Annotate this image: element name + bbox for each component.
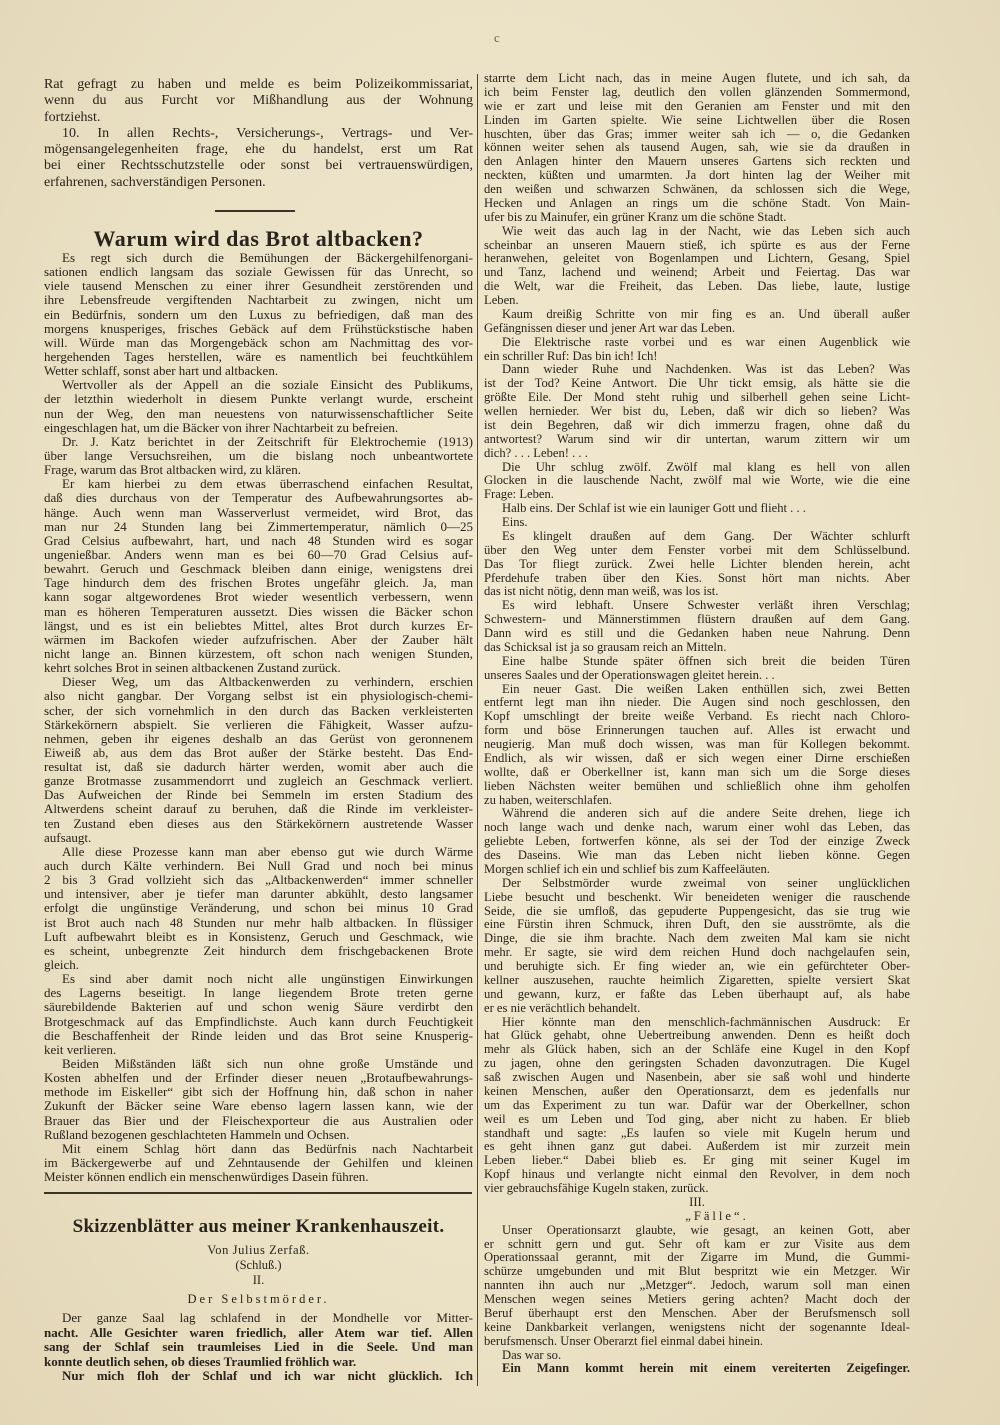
text-line: das Schicksal ist ja so grausam reich an Mitteln. — [484, 640, 727, 654]
text-line: also nicht gangbar. Der Vorgang selbst ist ein physiologisch-chemi- — [44, 689, 473, 704]
text-line: Rat gefragt zu haben und melde es beim Polizeikommissariat, — [44, 77, 473, 92]
paragraph — [484, 1349, 910, 1363]
text-line: viele tausend Menschen zu einer ihrer Gesundheit zerstörenden und — [44, 279, 473, 294]
text-line: antwortest? Warum sind wir dir untertan, warum zittern wir um — [484, 432, 910, 446]
part-title: Der Selbstmörder. — [187, 1292, 330, 1306]
text-line: Tage hindurch dem des frischen Brotes ungefähr gleich. Ja, man — [44, 576, 473, 591]
article-body — [44, 251, 473, 1184]
paragraph — [44, 972, 473, 1057]
text-line: mehr als Glück haben, sich an der Schläfe eine Kugel in den Kopf — [484, 1043, 910, 1057]
text-line: Dann wieder Ruhe und Nachdenken. Was ist das Leben? Was — [502, 363, 910, 377]
text-line: Zukunft der Bäcker seine Ware ebenso lagern lassen kann, wie der — [44, 1099, 473, 1114]
text-line: ufer bis zu Mainufer, ein grüner Kranz um die schöne Stadt. — [484, 210, 787, 224]
text-line: Er kam hierbei zu dem etwas überraschend einfachen Resultat, — [62, 477, 473, 492]
paragraph — [484, 308, 910, 336]
section-heading: III. — [689, 1195, 705, 1209]
text-line: standhaft und sagte: „Es laufen so viele mit Kugeln herum und — [484, 1126, 910, 1140]
text-line: Während die anderen sich auf die andere Seite drehen, liege ich — [502, 807, 910, 821]
text-line: Es klingelt draußen auf dem Gang. Der Wächter schlurft — [502, 529, 910, 543]
paragraph — [484, 502, 910, 516]
series-note: (Schluß.) — [235, 1258, 282, 1272]
text-line: Der Selbstmörder wurde zweimal von seiner unglücklichen — [502, 876, 910, 890]
text-line: bei einer Rechtsschutzstelle oder sonst bei vertrauenswürdigen, — [44, 158, 473, 174]
text-line: Meister können endlich ein menschenwürdiges Dasein führen. — [44, 1170, 369, 1185]
text-line: lieben Nächsten weiter bemühen und schließlich ohne ihm geholfen — [484, 779, 910, 793]
paragraph — [484, 336, 910, 364]
text-line: eingeschlagen hat, um die Bäcker von ihrer Nachtarbeit zu befreien. — [44, 420, 399, 435]
paragraph — [44, 675, 473, 845]
text-line: fortziehst. — [44, 109, 101, 125]
paragraph — [484, 807, 910, 876]
text-line: man es höheren Temperaturen aussetzt. Dies wissen die Bäcker schon — [44, 604, 473, 619]
text-line: Ein Mann kommt herein mit einem vereiterten Zeigefinger. — [502, 1362, 910, 1376]
text-line: wenn du aus Furcht vor Mißhandlung aus der Wohnung — [44, 93, 473, 109]
text-line: Grad Celsius aufbewahrt, hart, und nach 48 Stunden wird es sogar — [44, 533, 473, 548]
section-rule — [215, 210, 295, 212]
paragraph — [484, 461, 910, 503]
paragraph — [484, 683, 910, 808]
part-number: II. — [252, 1273, 265, 1287]
text-line: größte Eile. Der Mond steht ruhig und silberhell gehen seine Licht- — [484, 391, 910, 405]
text-line: Morgen schlief ich ein und schlief bis zum Kaffeeläuten. — [484, 862, 770, 876]
text-line: Beiden Mißständen läßt sich nun ohne große Umstände und — [62, 1057, 473, 1072]
text-line: des Lagerns beseitigt. In lange liegendem Brote treten gerne — [44, 986, 473, 1001]
paragraph — [484, 72, 910, 225]
text-line: Schwestern- und Männerstimmen flüstern draußen auf dem Gang. — [484, 613, 910, 627]
text-line: Kopf umschlingt der breite weiße Verband. Es riecht nach Chloro- — [484, 710, 910, 724]
paragraph — [484, 655, 910, 683]
text-line: im Bäckergewerbe auf und Zehntausende der Gehilfen und kleinen — [44, 1156, 473, 1170]
paragraph — [44, 251, 473, 378]
text-line: ist dein Begehren, daß wir dich immerzu fragen, ohne daß du — [484, 418, 910, 432]
paragraph — [44, 378, 473, 435]
text-line: nannten ihn auch nur „Metzger“. Jedoch, warum soll man einen — [484, 1279, 910, 1293]
text-line: Endlich, als wir wissen, daß er sich wegen einer Dirne erschießen — [484, 751, 910, 765]
text-line: Stärkekörnern abspielt. Sie verlieren die Fähigkeit, Wasser aufzu- — [44, 717, 473, 732]
text-line: Brauer das Bier und der Fleischexporteur die aus Australien oder — [44, 1113, 473, 1128]
text-line: keine Dankbarkeit verlangen, wenigstens nicht der sogenannte Ideal- — [484, 1320, 910, 1334]
text-line: mögensangelegenheiten frage, ehe du handelst, erst um Rat — [44, 142, 473, 158]
text-line: Dieser Weg, um das Altbackenwerden zu verhindern, erschien — [62, 675, 473, 690]
text-line: um das Experiment zu tun war. Dafür war der Oberkellner, schon — [484, 1098, 910, 1112]
text-line: Beruf überhaupt erst den Menschen. Aber der Berufsmensch soll — [484, 1306, 910, 1320]
text-line: Es wird lebhaft. Unsere Schwester verläßt ihren Verschlag; — [502, 599, 910, 613]
paragraph — [44, 1142, 473, 1184]
text-line: Dann wird es still und die Gedanken haben neue Nahrung. Denn — [484, 627, 910, 640]
text-line: ten Zustand eben dieses aus den Stärkekörnern austretende Wasser — [44, 816, 473, 831]
text-line: weil es um Leben und Tod ging, aber nicht zu haben. Er blieb — [484, 1112, 910, 1126]
text-line: form und böse Erinnerungen tauchen auf. Alles ist erwacht und — [484, 724, 910, 738]
text-line: Kosten abhelfen und der Erfinder dieser neuen „Brotaufbewahrungs- — [44, 1071, 473, 1086]
text-line: hat Glück gehabt, ohne Uebertreibung anwenden. Denn es heißt doch — [484, 1029, 910, 1043]
paragraph — [44, 477, 473, 675]
text-line: Pferdehufe traben über den Kies. Sonst hört man nichts. Aber — [484, 571, 910, 585]
article-body — [44, 1311, 473, 1384]
text-line: Menschen wegen seines Metiers gering achten? Macht doch der — [484, 1293, 910, 1306]
text-line: Dinge, die sie ihm brachte. Nach dem zweiten Mal kam sie nicht — [484, 932, 910, 946]
right-column — [484, 72, 910, 1376]
text-line: sationen endlich langsam das soziale Gewissen für das Unrecht, so — [44, 265, 473, 280]
text-line: vier gebrauchsfähige Kugeln staken, zurück. — [484, 1182, 709, 1195]
text-line: bewahrt. Geruch und Geschmack bleiben dann einige, wenigstens drei — [44, 562, 473, 577]
text-line: methode im Eiskeller“ gibt sich der Hoffnung hin, daß schon in naher — [44, 1085, 473, 1100]
text-line: er schnitt gern und gut. Sehr oft kam er zur Visite aus dem — [484, 1237, 910, 1251]
paragraph — [44, 435, 473, 477]
text-line: Halb eins. Der Schlaf ist wie ein launiger Gott und flieht . . . — [502, 502, 806, 516]
text-line: Dr. J. Katz berichtet in der Zeitschrift für Elektrochemie (1913) — [62, 434, 473, 449]
text-line: erfolgt die ungünstige Veränderung, und schon bei minus 10 Grad — [44, 901, 473, 916]
text-line: können weiter sehen als tausend Augen, sah, wie sie da draußen in — [484, 141, 910, 155]
text-line: es geht ihnen ganz gut dabei. Außerdem ist mir zurzeit mein — [484, 1140, 910, 1154]
text-line: ich beim Fenster lag, deutlich den vollen glänzenden Sommermond, — [484, 85, 910, 99]
text-line: resultat ist, daß sie dadurch härter werden, womit aber auch die — [44, 760, 473, 775]
text-line: die Beschaffenheit der Rinde leiden und das Brot seine Knusperig- — [44, 1028, 473, 1043]
text-line: Eiweiß ab, aus dem das Brot außer der Stärke besteht. Das End- — [44, 745, 473, 760]
text-line: Es sind aber damit noch nicht alle ungünstigen Einwirkungen — [62, 972, 473, 987]
text-line: neugierig. Man muß doch wissen, was man für Kollegen bekommt. — [484, 738, 910, 751]
text-line: berufsmensch. Unser Oberarzt fiel einmal dabei hinein. — [484, 1334, 764, 1348]
text-line: Hecken und Anlagen an rings um die schöne Stadt. Von Main- — [484, 196, 910, 210]
text-line: kann sogar altgewordenes Brot wieder wesentlich verbessern, wenn — [44, 590, 473, 605]
text-line: hergehenden Tages herstellen, wäre es namentlich bei feuchtkühlem — [44, 349, 473, 364]
text-line: der letzthin wiederholt in diesem Punkte verlangt wurde, erscheint — [44, 392, 473, 407]
text-line: Nur mich floh der Schlaf und ich war nicht glücklich. Ich — [62, 1369, 473, 1383]
text-line: ungenießbar. Anders wenn man es bei 60—70 Grad Celsius auf- — [44, 547, 473, 562]
text-line: scher, der sich vornehmlich in den durch das Backen verkleisterten — [44, 703, 473, 718]
text-line: Leben. — [484, 294, 519, 307]
text-line: saß zwischen Augen und Nasenbein, aber sie saß wohl und hinderte — [484, 1071, 910, 1084]
paragraph — [44, 845, 473, 972]
text-line: des Daseins. Wie man das Leben nicht lieben könne. Gegen — [484, 849, 910, 862]
text-line: und gewann, kurz, er faßte das Leben überhaupt auf, als habe — [484, 987, 910, 1001]
text-line: Es regt sich durch die Bemühungen der Bäckergehilfenorgani- — [62, 251, 473, 265]
article-title: Skizzenblätter aus meiner Krankenhauszeit. — [72, 1216, 445, 1237]
text-line: keit verlieren. — [44, 1042, 117, 1057]
text-line: heranwehen, geleitet von Bogenlampen und Lichtern, Gesang, Spiel — [484, 252, 910, 266]
text-line: Eins. — [502, 516, 528, 529]
paragraph — [44, 1311, 473, 1369]
text-line: Wie weit das auch lag in der Nacht, wie das Leben sich auch — [502, 224, 910, 238]
text-line: ihre Lebensfreude vergiftenden Nachtarbeit zu zwingen, nicht um — [44, 293, 473, 308]
text-line: Wetter schlaff, sonst aber hart und altbacken. — [44, 364, 279, 379]
text-line: will. Würde man das Morgengebäck schon am Nachmittag des vor- — [44, 335, 473, 350]
text-line: Altwerdens scheint darauf zu beruhen, daß die Rinde im verkleister- — [44, 802, 473, 817]
text-line: Operationssaal gerannt, mit der Zigarre im Mund, die Gummi- — [484, 1251, 910, 1265]
text-line: 2 bis 3 Grad vollzieht sich das „Altbackenwerden“ immer schneller — [44, 873, 473, 888]
text-line: über den Weg unter dem Fenster vorbei mit dem Schlüsselbund. — [484, 543, 910, 557]
paragraph — [484, 599, 910, 655]
paragraph — [484, 1016, 910, 1196]
text-line: Frage: Leben. — [484, 488, 554, 502]
text-line: Kaum dreißig Schritte von mir fing es an. Und überall außer — [502, 307, 910, 321]
text-line: Linden im Garten spielte. Wie seine Lichtwellen über die Rosen — [484, 113, 910, 127]
text-line: und intensiver, aber je tiefer man darunter abkühlt, desto langsamer — [44, 887, 473, 902]
text-line: gleich. — [44, 958, 80, 973]
text-line: Leben lieber.“ Dabei blieb es. Er ging mit seiner Kugel im — [484, 1154, 910, 1168]
text-line: scheinbar an unseren Mauern stieß, ich spürte es aus der Ferne — [484, 238, 910, 252]
text-line: wellen hernieder. Wer bist du, Leben, daß wir dich so lieben? Was — [484, 405, 910, 418]
text-line: daß dies durchaus von der Temperatur des Aufbewahrungsortes ab- — [44, 491, 473, 506]
paragraph — [44, 1057, 473, 1142]
text-line: erfahrenen, sachverständigen Personen. — [44, 174, 266, 190]
text-line: starrte dem Licht nach, das in meine Augen flutete, und ich sah, da — [484, 72, 910, 85]
text-line: entfernt legt man ihn nieder. Die Augen sind noch geschlossen, den — [484, 696, 910, 710]
text-line: Luft aufbewahrt bleibt es in Konsistenz, Geruch und Geschmack, wie — [44, 929, 473, 944]
text-line: aufsaugt. — [44, 830, 92, 845]
paragraph — [44, 77, 473, 126]
text-line: Unser Operationsarzt glaubte, wie gesagt, an keinen Gott, aber — [502, 1223, 910, 1237]
text-line: wärmen im Backofen wieder aufzufrischen. Aber der Zauber hält — [44, 632, 473, 647]
paragraph — [484, 516, 910, 530]
text-line: huschten, über das Gras; immer weiter sah ich — o, die Gedanken — [484, 127, 910, 141]
text-line: noch lange wach und denke nach, warum einer wohl das Leben, das — [484, 821, 910, 835]
text-line: Kopf hinaus und verlangte nicht einmal den Revolver, in dem noch — [484, 1168, 910, 1182]
text-line: Seide, die sie umfloß, das gepuderte Puppengesicht, das sie trug wie — [484, 904, 910, 918]
text-line: zu jagen, ohne den geringsten Schaden davonzutragen. Die Kugel — [484, 1057, 910, 1071]
text-line: ein Bedürfnis, sondern um den Luxus zu befriedigen, daß man des — [44, 307, 473, 322]
text-line: Gefängnissen dieser und jener Art war das Leben. — [484, 321, 736, 335]
text-line: ist der Tod? Keine Antwort. Die Uhr tickt emsig, als hätte sie die — [484, 377, 910, 391]
text-line: Der ganze Saal lag schlafend in der Mondhelle vor Mitter- — [62, 1311, 473, 1325]
paragraph — [44, 1369, 473, 1384]
text-line: und Tanz, lachend und weinend; Arbeit und Feiertag. Das war — [484, 266, 910, 280]
text-line: Das war so. — [502, 1348, 562, 1362]
section-heading: „Fälle“. — [685, 1209, 749, 1223]
text-line: ganze Brotmasse zusammendorrt und zugleich an Geschmack verliert. — [44, 774, 473, 789]
text-line: Frage, warum das Brot altbacken wird, zu klären. — [44, 463, 302, 478]
text-line: Rußland bezogenen geschlachteten Hammeln und Ochsen. — [44, 1127, 350, 1142]
text-line: die Welt, war die Freiheit, das Leben. Das liebe, laute, lustige — [484, 280, 910, 294]
text-line: 10. In allen Rechts-, Versicherungs-, Vertrags- und Ver- — [62, 125, 473, 141]
text-line: Ein neuer Gast. Die weißen Laken enthüllen sich, zwei Betten — [502, 682, 910, 696]
column-divider — [477, 74, 478, 1386]
text-line: morgens knusperiges, frisches Gebäck auf dem Frühstückstische haben — [44, 321, 473, 336]
text-line: auch durch Kälte verhindern. Bei Null Grad und noch bei minus — [44, 859, 473, 874]
text-line: über lange Versuchsreihen, um die bislang noch unbeantwortete — [44, 448, 473, 463]
text-line: schürze umgebunden und mit Blut bespritzt wie ein Metzger. Wir — [484, 1265, 910, 1279]
text-line: nacht. Alle Gesichter waren friedlich, aller Atem war tief. Allen — [44, 1325, 473, 1340]
paragraph — [484, 877, 910, 1016]
text-line: den weißen und schwarzen Schwänen, da schlossen sich die Wege, — [484, 183, 910, 196]
text-line: und beruhigte sich. Er fing wieder an, wie ein gefürchteter Ober- — [484, 960, 910, 973]
text-line: Eine halbe Stunde später öffnen sich breit die beiden Türen — [502, 654, 910, 668]
text-line: Die Elektrische raste vorbei und es war einen Augenblick wie — [502, 335, 910, 349]
page-mark: c — [494, 30, 500, 45]
text-line: neckten, küßten und umarmten. Ja dort hinten lag der Weiher mit — [484, 169, 910, 183]
text-line: es scheint, unbegrenzte Zeit hindurch dem frischgebackenen Brote — [44, 943, 473, 958]
article-title: Warum wird das Brot altbacken? — [93, 226, 424, 251]
text-line: Das Tor fliegt zurück. Zwei helle Lichter blenden herein, acht — [484, 557, 910, 571]
text-line: unseres Saales und der Operationswagen gleitet herein. . . — [484, 668, 775, 682]
text-line: kehrt solches Brot in seinen altbackenen Zustand zurück. — [44, 661, 341, 676]
text-line: eine Fürstin ihren Schmuck, ihren Duft, den sie ausströmte, als die — [484, 918, 910, 932]
text-line: das ist nicht nötig, denn man weiß, was los ist. — [484, 585, 719, 599]
paragraph — [484, 530, 910, 599]
text-line: Das Aufweichen der Rinde bei Semmeln im ersten Stadium des — [44, 788, 473, 803]
text-line: Mit einem Schlag hört dann das Bedürfnis nach Nachtarbeit — [62, 1141, 473, 1156]
text-line: geliebte Leben, fortwerfen könne, als sei der Tod der einzige Zweck — [484, 835, 910, 849]
text-line: ein schriller Ruf: Das bin ich! Ich! — [484, 349, 658, 363]
text-line: nicht lange an. Binnen kürzestem, oft schon nach wenigen Stunden, — [44, 646, 473, 661]
text-line: längst, und es ist ein beliebtes Mittel, altes Brot durch kurzes Er- — [44, 618, 473, 633]
paragraph — [484, 1224, 910, 1349]
paragraph — [484, 225, 910, 308]
text-line: Wertvoller als der Appell an die soziale Einsicht des Publikums, — [62, 378, 473, 393]
text-line: man nur 24 Stunden lang bei Zimmertemperatur, nämlich 0—25 — [44, 519, 473, 534]
text-line: kellner auszusehen, rauchte heimlich Zigaretten, spielte versiert Skat — [484, 973, 910, 987]
section-rule — [44, 1192, 472, 1194]
paragraph — [484, 363, 910, 460]
text-line: mehr. Er sagte, sie wird dem reichen Hund doch nachgelaufen sein, — [484, 946, 910, 960]
text-line: keinen Menschen, außer den Operationsarzt, dem es jedenfalls nur — [484, 1084, 910, 1098]
text-line: Brotgeschmack auf das Empfindlichste. Auch kann durch Feuchtigkeit — [44, 1014, 473, 1029]
text-line: wie er zart und leise mit den Geranien am Fenster und mit den — [484, 99, 910, 113]
text-line: den Anlagen hinter den Mauern unseres Gartens sich reckten und — [484, 155, 910, 169]
text-line: er es nie verächtlich behandelt. — [484, 1001, 641, 1015]
text-line: nun der Weg, den man neuestens von naturwissenschaftlicher Seite — [44, 406, 473, 421]
text-line: Alle diese Prozesse kann man aber ebenso gut wie durch Wärme — [62, 844, 473, 859]
text-line: nehmen, geben ihr eigenes deshalb an das Gerüst von geronnenem — [44, 731, 473, 746]
paragraph — [44, 126, 473, 191]
text-line: Die Uhr schlug zwölf. Zwölf mal klang es hell von allen — [502, 460, 910, 474]
text-line: hänge. Auch wenn man Wasserverlust vermeidet, wird Brot, das — [44, 505, 473, 520]
author-byline: Von Julius Zerfaß. — [207, 1243, 310, 1257]
text-line: sang der Schlaf sein traumleises Lied in die Seele. Und man — [44, 1340, 473, 1354]
text-line: Liebe besucht und beschenkt. Wir beneideten weniger die rauschende — [484, 890, 910, 904]
text-line: zu haben, weiterschlafen. — [484, 793, 612, 807]
text-line: konnte deutlich sehen, ob dieses Traumlied fröhlich war. — [44, 1354, 357, 1369]
intro-continuation — [44, 77, 473, 191]
text-line: ist Brot auch nach 48 Stunden nur mehr halb altbacken. In flüssiger — [44, 915, 473, 930]
text-line: Glocken in die lauschende Nacht, zwölf mal wie Worte, wie die eine — [484, 474, 910, 488]
text-line: wollte, daß er Oberkellner ist, kann man sich um die Sorge dieses — [484, 765, 910, 779]
text-line: säurebildende Bakterien auf und schon wenig Säure verdirbt den — [44, 1000, 473, 1015]
paragraph — [484, 1362, 910, 1376]
text-line: dich? . . . Leben! . . . — [484, 446, 588, 460]
text-line: Hier könnte man den menschlich-fachmännischen Ausdruck: Er — [502, 1015, 910, 1029]
